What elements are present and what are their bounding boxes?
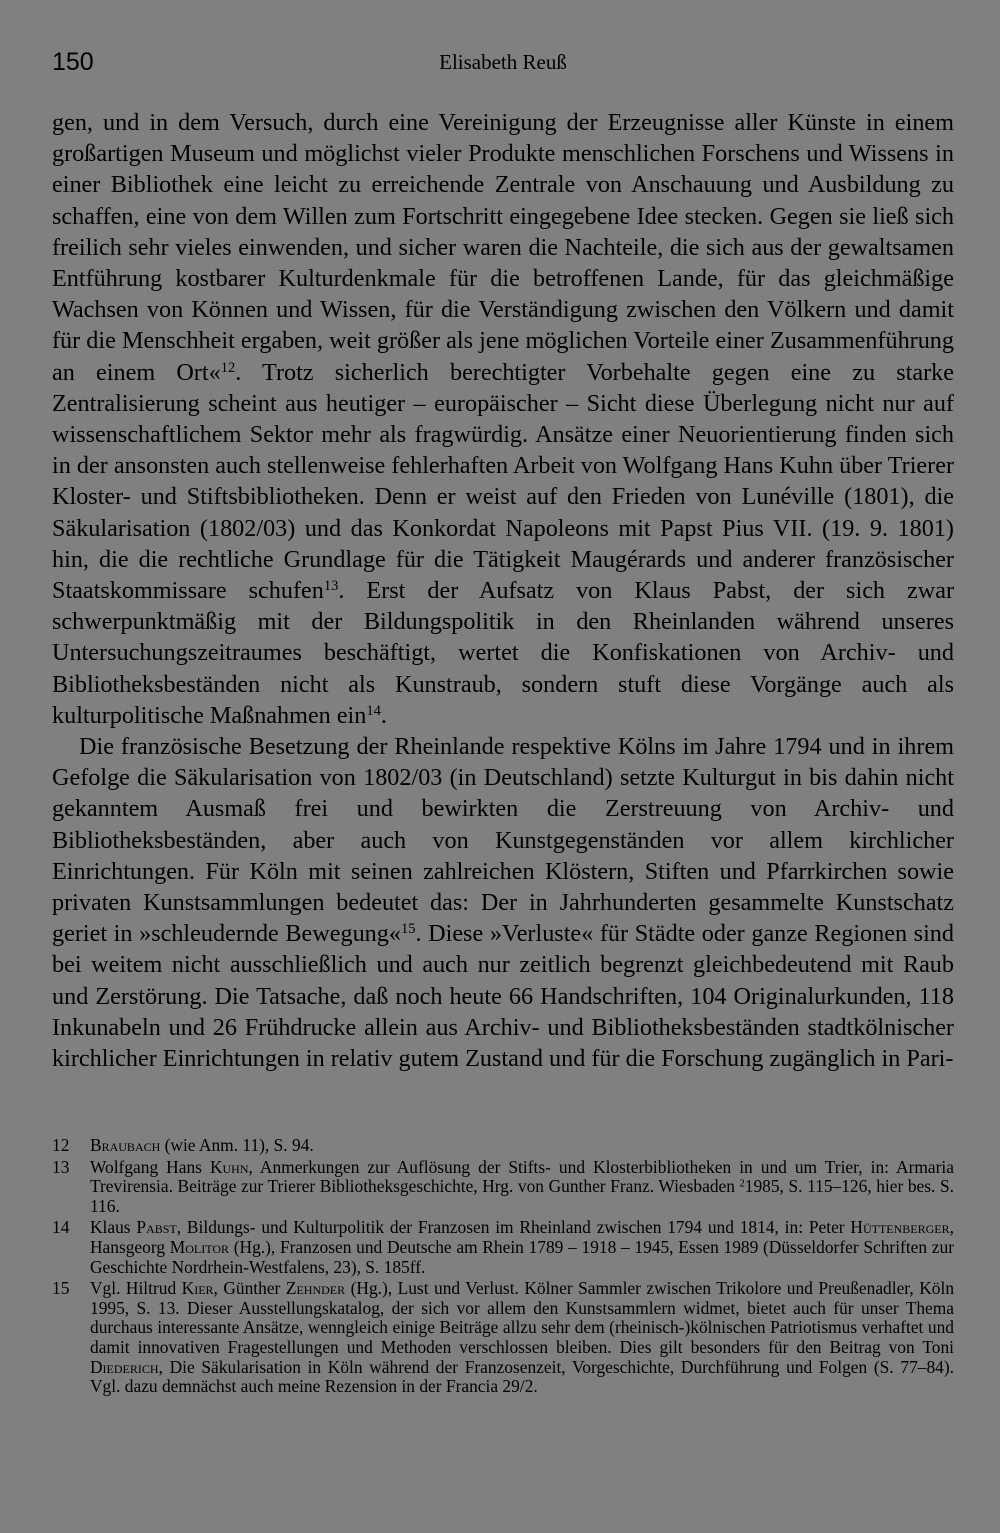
author-name: Kier	[181, 1278, 214, 1299]
footnote-number: 13	[52, 1156, 70, 1177]
footnote-text: Klaus	[90, 1217, 137, 1238]
paragraph-1	[52, 107, 954, 731]
author-name: Diederich	[90, 1356, 159, 1377]
author-name: Braubach	[90, 1135, 161, 1155]
footnote-12	[52, 1136, 954, 1156]
paragraph-1-text-a: gen, und in dem Versuch, durch eine Vereinigung der Erzeugnisse aller Künste in einem großartigen Museum und möglichst vieler Produkte menschlichen Forschens und Wissens in einer Bibliothek eine leicht zu erreichende Zentrale von Anschauung und Ausbildung zu schaffen, eine von dem Willen zum Fortschritt eingegebene Idee stecken. Gegen sie ließ sich freilich sehr vieles einwenden, und sicher waren die Nachteile, die sich aus der gewaltsamen Entführung kostbarer Kulturdenkmale für die betroffenen Lande, für das gleichmäßige Wachsen von Können und Wissen, für die Verständigung zwischen den Völkern und damit für die Menschheit ergaben, weit größer als jene möglichen Vorteile einer Zusammenführung an einem Ort«	[52, 109, 954, 386]
footnotes	[52, 1136, 954, 1399]
running-title: Elisabeth Reuß	[439, 50, 567, 74]
page-number: 150	[52, 48, 94, 76]
paragraph-1-text-d: .	[380, 701, 387, 729]
body-text	[52, 107, 954, 1074]
author-name: Hüttenberger	[850, 1217, 950, 1238]
footnote-text: (wie Anm. 11), S. 94.	[160, 1135, 314, 1155]
footnote-ref-15: 15	[400, 921, 416, 938]
footnote-ref-14: 14	[366, 702, 381, 719]
page	[52, 0, 954, 1533]
footnote-15	[52, 1279, 954, 1397]
footnote-ref-13: 13	[323, 578, 339, 595]
footnote-ref-12: 12	[220, 359, 236, 376]
paragraph-1-text-b: . Trotz sicherlich berechtigter Vorbehalte gegen eine zu starke Zentralisierung scheint aus heutiger – europäischer – Sicht diese Überlegung nicht nur auf wissenschaftlichem Sektor mehr als fragwürdig. Ansätze einer Neuorientierung finden sich in der ansonsten auch stellenweise fehlerhaften Arbeit von Wolfgang Hans Kuhn über Trierer Kloster- und Stiftsbibliotheken. Denn er weist auf den Frieden von Lunéville (1801), die Säkularisation (1802/03) und das Konkordat Napoleons mit Papst Pius VII. (19. 9. 1801) hin, die die rechtliche Grundlage für die Tätigkeit Maugérards und anderer französischer Staatskommissare schufen	[52, 358, 955, 605]
footnote-text: , Bildungs- und Kulturpolitik der Franzosen im Rheinland zwischen 1794 und 1814, in: Peter	[176, 1217, 851, 1238]
footnote-text: Vgl. Hiltrud	[90, 1278, 182, 1299]
footnote-text: Wolfgang Hans	[90, 1156, 210, 1177]
footnote-text: (Hg.), Lust und Verlust. Kölner Sammler zwischen Trikolore und Preußenadler, Köln 1995, S. 13. Dieser Ausstellungskatalog, der sich vor allem den Kunstsammlern widmet, bietet auch für unser Thema durchaus interessante Ansätze, wenngleich einige Beiträge allzu sehr dem (rheinisch-)kölnischen Patriotismus verhaftet und damit innovativen Fragestellungen und Methoden verschlossen bleiben. Dies gilt besonders für den Beitrag von Toni	[90, 1278, 955, 1357]
author-name: Zehnder	[285, 1278, 346, 1299]
footnote-number: 14	[52, 1217, 70, 1238]
author-name: Molitor	[169, 1236, 229, 1257]
paragraph-2-text-a: Die französische Besetzung der Rheinlande respektive Kölns im Jahre 1794 und in ihrem Gefolge die Säkularisation von 1802/03 (in Deutschland) setzte Kulturgut in bis dahin nicht gekanntem Ausmaß frei und bewirkten die Zerstreuung von Archiv- und Bibliotheksbeständen, aber auch von Kunstgegenständen vor allem kirchlicher Einrichtungen. Für Köln mit seinen zahlreichen Klöstern, Stiften und Pfarrkirchen sowie privaten Kunstsammlungen bedeutet das: Der in Jahrhunderten gesammelte Kunstschatz geriet in »schleudernde Bewegung«	[52, 733, 954, 948]
edition-superscript: 2	[739, 1178, 745, 1190]
author-name: Pabst	[136, 1217, 177, 1238]
footnote-13	[52, 1158, 954, 1217]
paragraph-2-text-b: . Diese »Verluste« für Städte oder ganze Regionen sind bei weitem nicht ausschließlich und auch nur zeitlich begrenzt gleichbedeutend mit Raub und Zerstörung. Die Tatsache, daß noch heute 66 Handschriften, 104 Originalurkunden, 118 Inkunabeln und 26 Frühdrucke allein aus Archiv- und Bibliotheksbeständen stadtkölnischer kirchlicher Einrichtungen in relativ gutem Zustand und für die Forschung zugänglich in Pari-	[52, 920, 954, 1073]
footnote-text: (Hg.), Franzosen und Deutsche am Rhein 1789 – 1918 – 1945, Essen 1989 (Düsseldorfer Schriften zur Geschichte Nordrhein-Westfalens, 23), S. 185ff.	[90, 1236, 954, 1277]
footnote-text: , Die Säkularisation in Köln während der Franzosenzeit, Vorgeschichte, Durchführung und Folgen (S. 77–84). Vgl. dazu demnächst auch meine Rezension in der Francia 29/2.	[90, 1356, 954, 1397]
running-head	[52, 48, 954, 82]
footnote-text: 1985, S. 115–126, hier bes. S. 116.	[90, 1176, 954, 1216]
footnote-text: , Hansgeorg	[90, 1217, 954, 1257]
footnote-number: 15	[52, 1278, 70, 1299]
footnote-number: 12	[52, 1135, 70, 1155]
paragraph-1-text-c: . Erst der Aufsatz von Klaus Pabst, der sich zwar schwerpunktmäßig mit der Bildungspolitik in den Rheinlanden während unseres Untersuchungszeitraumes beschäftigt, wertet die Konfiskationen von Archiv- und Bibliotheksbeständen nicht als Kunstraub, sondern stuft diese Vorgänge auch als kulturpolitische Maßnahmen ein	[52, 577, 954, 729]
footnote-text: , Günther	[213, 1278, 286, 1299]
author-name: Kuhn	[209, 1156, 249, 1177]
paragraph-2	[52, 731, 954, 1074]
footnote-14	[52, 1218, 954, 1277]
footnote-text: , Anmerkungen zur Auflösung der Stifts- und Klosterbibliotheken in und um Trier, in: Armaria Trevirensia. Beiträge zur Trierer Bibliotheksgeschichte, Hrg. von Gunther Franz. Wiesbaden	[90, 1156, 954, 1197]
